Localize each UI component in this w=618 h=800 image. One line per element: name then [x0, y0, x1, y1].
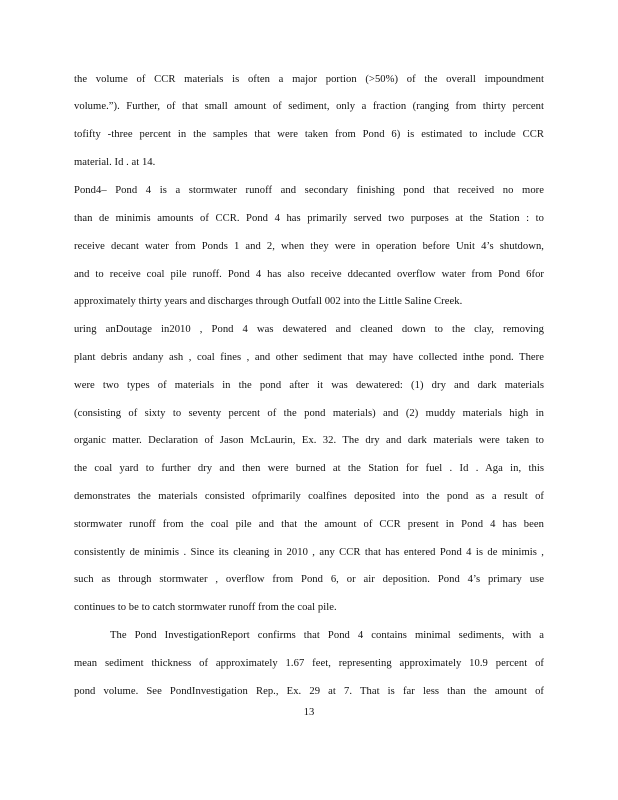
- text-line: Pond4– Pond 4 is a stormwater runoff and secondary finishing pond that received no more: [74, 185, 544, 196]
- text-line: and to receive coal pile runoff. Pond 4 has also receive ddecanted overflow water from Pond 6for: [74, 269, 544, 280]
- text-line: pond volume. See PondInvestigation Rep., Ex. 29 at 7. That is far less than the amount of: [74, 686, 544, 697]
- text-line: receive decant water from Ponds 1 and 2, when they were in operation before Unit 4’s shutdown,: [74, 241, 544, 252]
- text-line: material. Id . at 14.: [74, 157, 156, 168]
- text-line: uring anDoutage in2010 , Pond 4 was dewatered and cleaned down to the clay, removing: [74, 324, 544, 335]
- text-line: than de minimis amounts of CCR. Pond 4 has primarily served two purposes at the Station : to: [74, 213, 544, 224]
- text-line: stormwater runoff from the coal pile and that the amount of CCR present in Pond 4 has been: [74, 519, 544, 530]
- text-line: tofifty -three percent in the samples that were taken from Pond 6) is estimated to include CCR: [74, 129, 544, 140]
- page-number: 13: [303, 707, 315, 718]
- text-line: mean sediment thickness of approximately 1.67 feet, representing approximately 10.9 percent of: [74, 658, 544, 669]
- text-line: such as through stormwater , overflow from Pond 6, or air deposition. Pond 4’s primary use: [74, 574, 544, 585]
- text-line: (consisting of sixty to seventy percent of the pond materials) and (2) muddy materials high in: [74, 408, 544, 419]
- text-line: volume.”). Further, of that small amount of sediment, only a fraction (ranging from thirty percent: [74, 101, 544, 112]
- text-line: plant debris andany ash , coal fines , and other sediment that may have collected inthe pond. There: [74, 352, 544, 363]
- text-line: approximately thirty years and discharges through Outfall 002 into the Little Saline Creek.: [74, 296, 463, 307]
- text-line: organic matter. Declaration of Jason McLaurin, Ex. 32. The dry and dark materials were taken to: [74, 435, 544, 446]
- text-line: the coal yard to further dry and then were burned at the Station for fuel . Id . Aga in, this: [74, 463, 544, 474]
- text-line: continues to be to catch stormwater runoff from the coal pile.: [74, 602, 337, 613]
- text-line: the volume of CCR materials is often a major portion (>50%) of the overall impoundment: [74, 74, 544, 85]
- text-line: The Pond InvestigationReport confirms that Pond 4 contains minimal sediments, with a: [110, 630, 544, 641]
- text-line: consistently de minimis . Since its cleaning in 2010 , any CCR that has entered Pond 4 is de minimis ,: [74, 547, 544, 558]
- text-line: demonstrates the materials consisted ofprimarily coalfines deposited into the pond as a result of: [74, 491, 544, 502]
- text-line: were two types of materials in the pond after it was dewatered: (1) dry and dark materials: [74, 380, 544, 391]
